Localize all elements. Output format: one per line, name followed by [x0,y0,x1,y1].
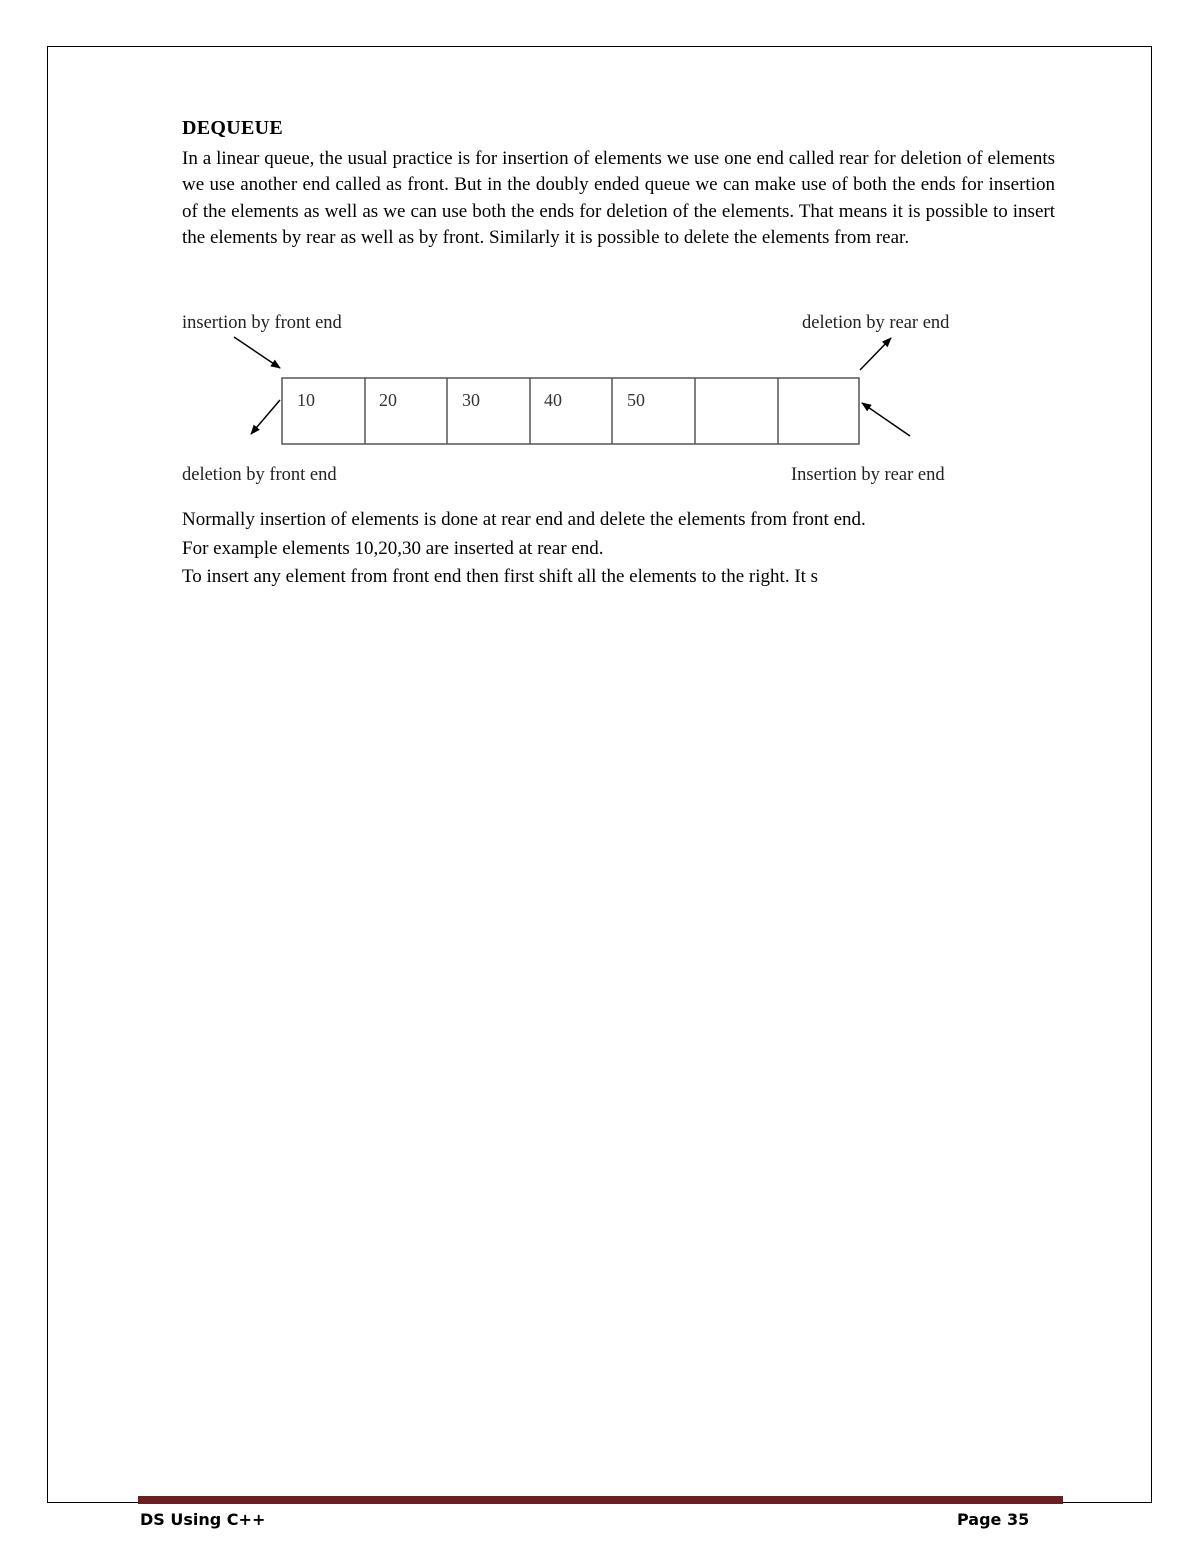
dequeue-diagram [170,300,1000,500]
page-border [47,46,1152,1503]
body-line: To insert any element from front end then first shift all the elements to the right. It s [182,566,819,587]
footer-rule [138,1496,1063,1504]
insert-rear-arrow [862,403,910,436]
body-line: For example elements 10,20,30 are inserted at rear end. [182,537,604,559]
intro-paragraph: In a linear queue, the usual practice is for insertion of elements we use one end called rear for deletion of elements we use another end called as front. But in the doubly ended queue we can make use of both the ends for insertion of the elements as well as we can use both the ends for deletion of the elements. That means it is possible to insert the elements by rear as well as by front. Similarly it is possible to delete the elements from rear. [182,148,1055,249]
queue-cell-value: 40 [544,390,562,410]
footer-title: DS Using C++ [140,1510,266,1529]
queue-cell-value: 10 [297,390,315,410]
queue-cell-value: 50 [627,390,645,410]
label-insertion-front: insertion by front end [182,313,342,333]
label-insertion-rear: Insertion by rear end [791,465,945,485]
label-deletion-front: deletion by front end [182,465,337,485]
delete-front-arrow [251,400,280,434]
section-heading: DEQUEUE [182,117,284,139]
body-line: Normally insertion of elements is done at rear end and delete the elements from front end. [182,509,866,530]
page-number: Page 35 [957,1510,1030,1529]
delete-rear-arrow [860,338,891,370]
insert-front-arrow [234,337,280,368]
body-text [182,506,1062,592]
queue-cell-value: 30 [462,390,480,410]
label-deletion-rear: deletion by rear end [802,313,950,333]
queue-outline [282,378,859,444]
dequeue-diagram-svg [170,300,1000,500]
queue-cell-value: 20 [379,390,397,410]
